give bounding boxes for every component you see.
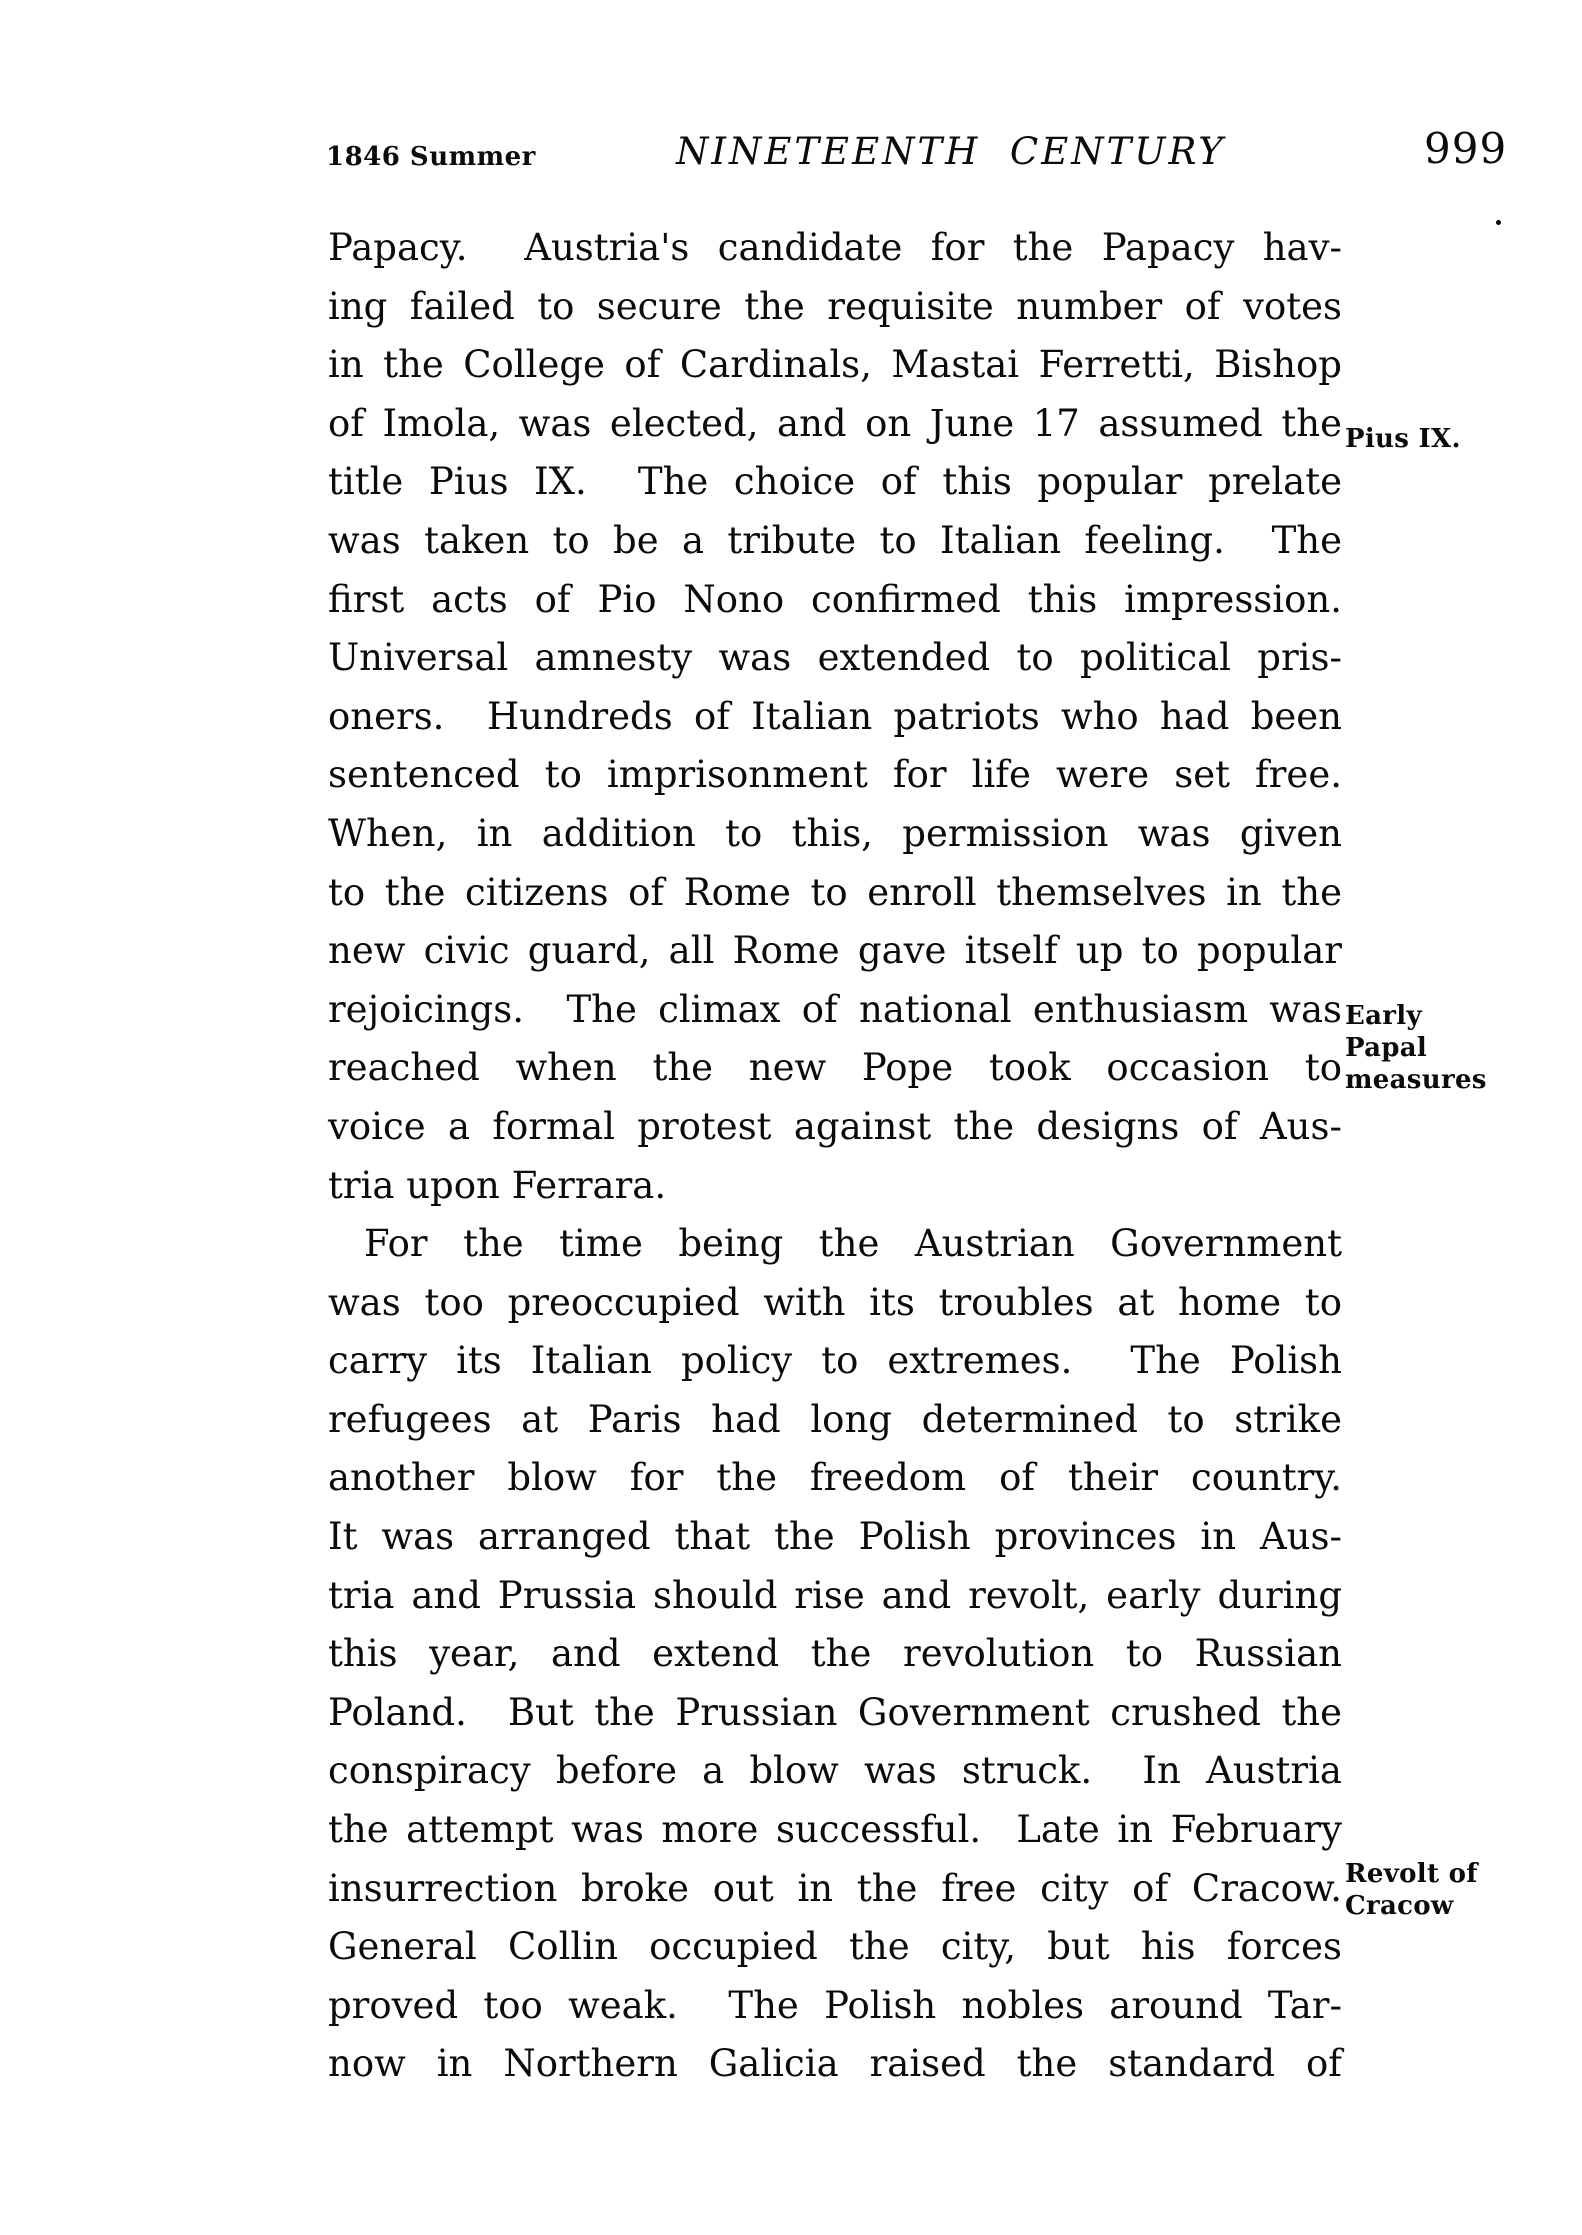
text-line: of Imola, was elected, and on June 17 assumed the [328,401,1342,445]
text-line: proved too weak. The Polish nobles around Tar- [328,1983,1342,2027]
margin-note-line: Early [1345,1001,1422,1031]
page-number: 999 [1424,124,1508,173]
margin-note-early-papal-measures [1345,1000,1525,1096]
text-line: Universal amnesty was extended to political pris- [328,636,1342,680]
text-line: new civic guard, all Rome gave itself up to popular [328,929,1342,973]
text-line: was taken to be a tribute to Italian feeling. The [328,518,1342,562]
text-line: When, in addition to this, permission was given [328,811,1342,855]
text-line: now in Northern Galicia raised the standard of [328,2042,1342,2086]
scan-speck [1496,220,1501,225]
text-line: Poland. But the Prussian Government crushed the [328,1690,1342,1734]
margin-note-line: Papal [1345,1033,1428,1063]
text-line: oners. Hundreds of Italian patriots who had been [328,694,1342,738]
margin-note-line: Cracow [1345,1891,1454,1921]
text-line: carry its Italian policy to extremes. The Polish [328,1339,1342,1383]
text-line: to the citizens of Rome to enroll themselves in the [328,870,1342,914]
text-line: refugees at Paris had long determined to strike [328,1397,1342,1441]
text-line: first acts of Pio Nono confirmed this impression. [328,577,1342,621]
margin-note-revolt-of-cracow [1345,1858,1525,1922]
margin-note-line: measures [1345,1065,1487,1095]
text-line: rejoicings. The climax of national enthusiasm was [328,987,1342,1031]
text-line: in the College of Cardinals, Mastai Ferretti, Bishop [328,343,1342,387]
text-line: reached when the new Pope took occasion to [328,1046,1342,1090]
text-line: ing failed to secure the requisite number of votes [328,284,1342,328]
text-line: voice a formal protest against the designs of Aus- [328,1104,1342,1148]
text-line: tria and Prussia should rise and revolt, early during [328,1573,1342,1617]
body-text [328,219,1342,2094]
running-head-date: 1846 Summer [326,142,536,172]
text-line: the attempt was more successful. Late in February [328,1808,1342,1852]
text-line: tria upon Ferrara. [328,1163,667,1207]
text-line: this year, and extend the revolution to Russian [328,1632,1342,1676]
margin-note-pius-ix [1345,423,1525,455]
text-line: conspiracy before a blow was struck. In Austria [328,1749,1342,1793]
text-line: sentenced to imprisonment for life were set free. [328,753,1342,797]
text-line: For the time being the Austrian Government [364,1222,1342,1266]
text-line: another blow for the freedom of their country. [328,1456,1342,1500]
margin-note-line: Pius IX. [1345,424,1461,454]
margin-note-line: Revolt of [1345,1859,1478,1889]
text-line: title Pius IX. The choice of this popular prelate [328,460,1342,504]
text-line: was too preoccupied with its troubles at home to [328,1280,1342,1324]
text-line: It was arranged that the Polish provinces in Aus- [328,1515,1342,1559]
text-line: Papacy. Austria's candidate for the Papacy hav- [328,226,1342,269]
text-line: insurrection broke out in the free city of Cracow. [328,1866,1342,1910]
text-line: General Collin occupied the city, but his forces [328,1925,1342,1969]
running-head-title: NINETEENTH CENTURY [676,130,1226,173]
